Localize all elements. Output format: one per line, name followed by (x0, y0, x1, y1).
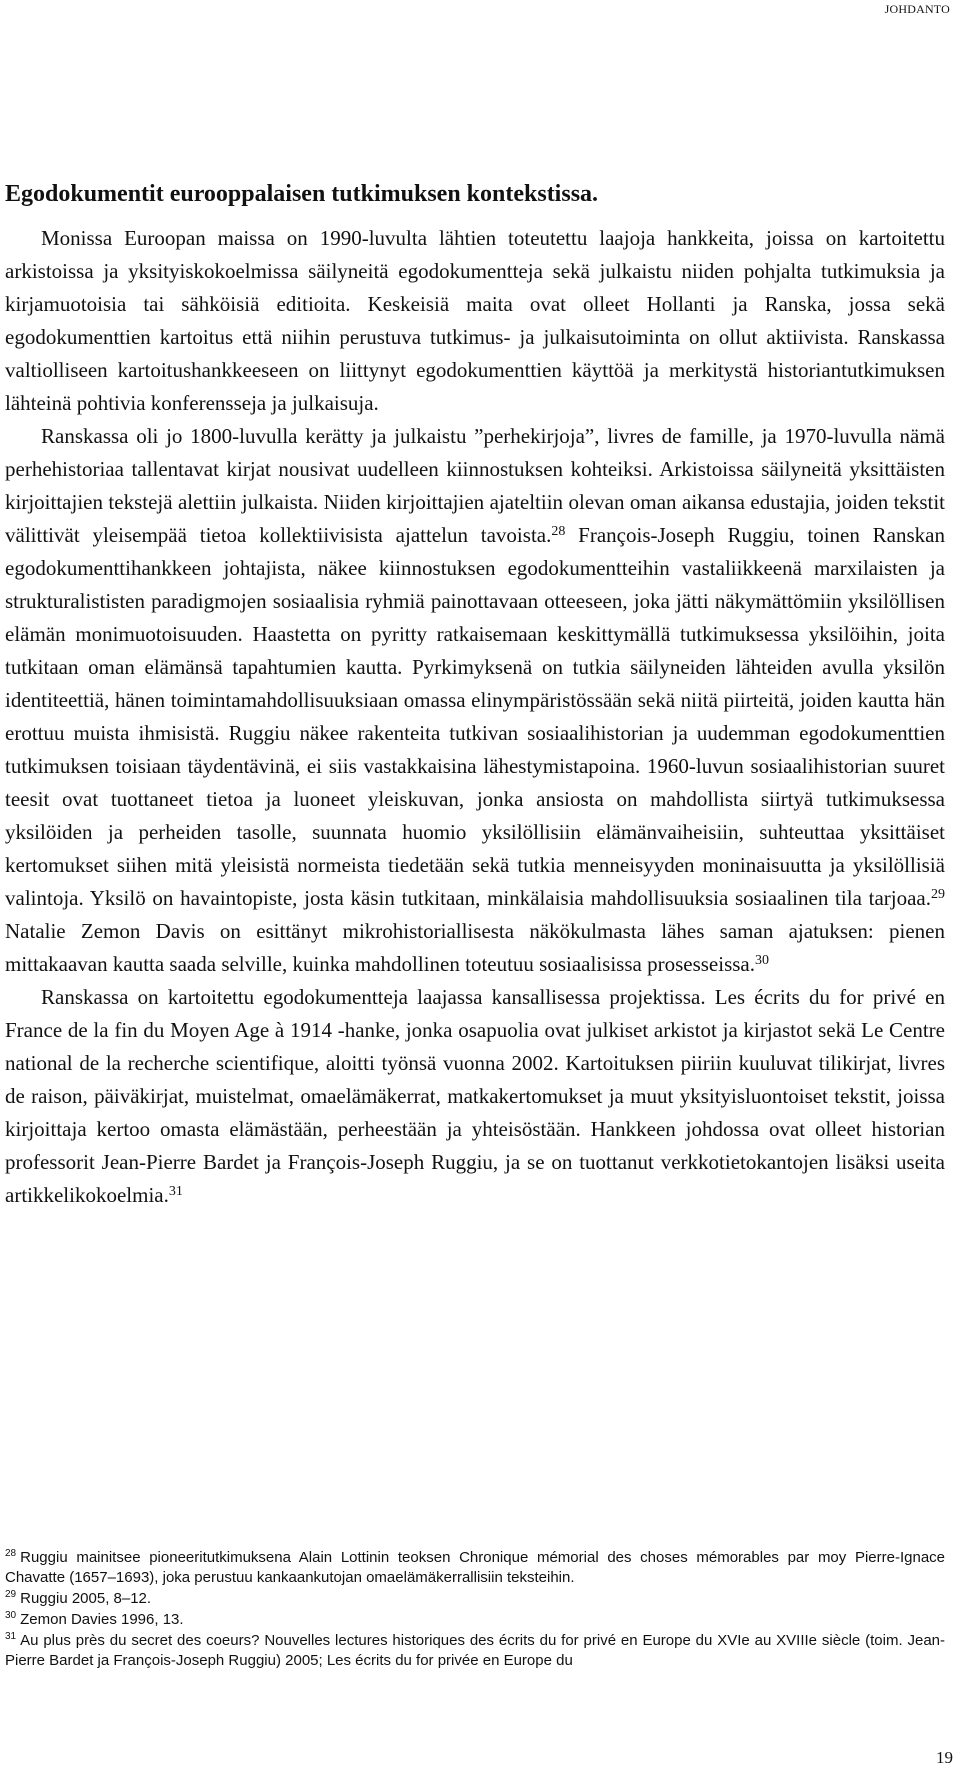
footnote (5, 1631, 945, 1671)
footnote (5, 1548, 945, 1588)
footnote (5, 1589, 945, 1609)
footnote-text: Au plus près du secret des coeurs? Nouvelles lectures historiques des écrits du for privé en Europe du XVIe au XVIIIe siècle (toim. Jean-Pierre Bardet ja François-Joseph Ruggiu) 2005; Les écrits du for privée en Europe du (5, 1632, 945, 1669)
running-head: JOHDANTO (884, 2, 950, 16)
footnote (5, 1610, 945, 1630)
paragraph-text: François-Joseph Ruggiu, toinen Ranskan egodokumenttihankkeen johtajista, näkee kiinnostuksen egodokumentteihin vastaliikkeenä marxilaisten ja strukturalististen paradigmojen sosiaalisia ryhmiä painottavaan otteeseen, joka jätti näkymättömiin yksilöllisen elämän monimuotoisuuden. Haastetta on pyritty ratkaisemaan keskittymällä tutkimuksessa yksilöihin, joita tutkitaan oman elämänsä tapahtumien kautta. Pyrkimyksenä on tutkia säilyneiden lähteiden avulla yksilön identiteettiä, hänen toimintamahdollisuuksiaan omassa elinympäristössään sekä niitä piirteitä, joiden kautta hän erottuu muista ihmisistä. Ruggiu näkee rakenteita tutkivan sosiaalihistorian ja uudemman egodokumenttien tutkimuksen toisiaan täydentävinä, ei siis vastakkaisina lähestymistapoina. 1960-luvun sosiaalihistorian suuret teesit ovat tuottaneet tietoa ja luoneet yleiskuvan, jonka ansiosta on mahdollista siirtyä tutkimuksessa yksilöiden ja perheiden tasolle, suunnata huomio yksilöllisiin elämänvaiheisiin, suhteuttaa yksittäiset kertomukset siihen mitä yleisistä normeista tiedetään sekä tutkia menneisyyden moninaisuutta ja yksilöllisiä valintoja. Yksilö on havaintopiste, josta käsin tutkitaan, minkälaisia mahdollisuuksia sosiaalinen tila tarjoaa. (5, 523, 945, 910)
footnote-number: 31 (5, 1631, 17, 1642)
footnote-text: Ruggiu 2005, 8–12. (20, 1590, 152, 1607)
body-paragraph (5, 420, 945, 981)
page-number: 19 (936, 1748, 953, 1767)
footnote-reference: 30 (755, 953, 769, 968)
paragraph-text: Natalie Zemon Davis on esittänyt mikrohistoriallisesta näkökulmasta lähes saman ajatuksen: pienen mittakaavan kautta saada selville, kuinka mahdollinen toteutuu sosiaalisissa prosesseissa. (5, 919, 945, 976)
footnote-text: Ruggiu mainitsee pioneeritutkimuksena Alain Lottinin teoksen Chronique mémorial des choses mémorables par moy Pierre-Ignace Chavatte (1657–1693), joka perustuu kankaankutojan omaelämäkerrallisiin teksteihin. (5, 1549, 945, 1586)
body-paragraph (5, 222, 945, 420)
footnote-text: Zemon Davies 1996, 13. (20, 1611, 184, 1628)
footnote-number: 30 (5, 1610, 17, 1621)
footnote-number: 28 (5, 1548, 17, 1559)
paragraph-text: Ranskassa oli jo 1800-luvulla kerätty ja julkaistu ”perhekirjoja”, livres de famille, ja 1970-luvulla nämä perhehistoriaa tallentavat kirjat nousivat uudelleen kiinnostuksen kohteiksi. Arkistoissa säilyneitä yksittäisten kirjoittajien tekstejä alettiin julkaista. Niiden kirjoittajien ajateltiin olevan oman aikansa edustajia, joiden tekstit välittivät yleisempää tietoa kollektiivisista ajattelun tavoista. (5, 424, 945, 547)
section-title: Egodokumentit eurooppalaisen tutkimuksen kontekstissa. (5, 181, 599, 207)
footnote-number: 29 (5, 1589, 17, 1600)
paragraph-text: Ranskassa on kartoitettu egodokumentteja laajassa kansallisessa projektissa. Les écrits du for privé en France de la fin du Moyen Age à 1914 -hanke, jonka osapuolia ovat julkiset arkistot ja kirjastot sekä Le Centre national de la recherche scientifique, aloitti työnsä vuonna 2002. Kartoituksen piiriin kuuluvat tilikirjat, livres de raison, päiväkirjat, muistelmat, omaelämäkerrat, matkakertomukset ja muut yksityisluontoiset tekstit, joissa kirjoittaja kertoo omasta elämästään, perheestään ja yhteisöstään. Hankkeen johdossa ovat olleet historian professorit Jean-Pierre Bardet ja François-Joseph Ruggiu, ja se on tuottanut verkkotietokantojen lisäksi useita artikkelikokoelmia. (5, 985, 945, 1207)
body-text (5, 222, 945, 1212)
body-paragraph (5, 981, 945, 1212)
footnote-reference: 28 (551, 524, 566, 539)
footnote-reference: 31 (168, 1184, 183, 1199)
footnotes (5, 1548, 945, 1672)
paragraph-text: Monissa Euroopan maissa on 1990-luvulta lähtien toteutettu laajoja hankkeita, joissa on kartoitettu arkistoissa ja yksityiskokoelmissa säilyneitä egodokumentteja sekä julkaistu niiden pohjalta tutkimuksia ja kirjamuotoisia tai sähköisiä editioita. Keskeisiä maita ovat olleet Hollanti ja Ranska, jossa sekä egodokumenttien kartoitus että niihin perustuva tutkimus- ja julkaisutoiminta on ollut aktiivista. Ranskassa valtiolliseen kartoitushankkeeseen on liittynyt egodokumenttien käyttöä ja merkitystä historiantutkimuksen lähteinä pohtivia konferensseja ja julkaisuja. (5, 226, 945, 415)
footnote-reference: 29 (931, 887, 945, 902)
